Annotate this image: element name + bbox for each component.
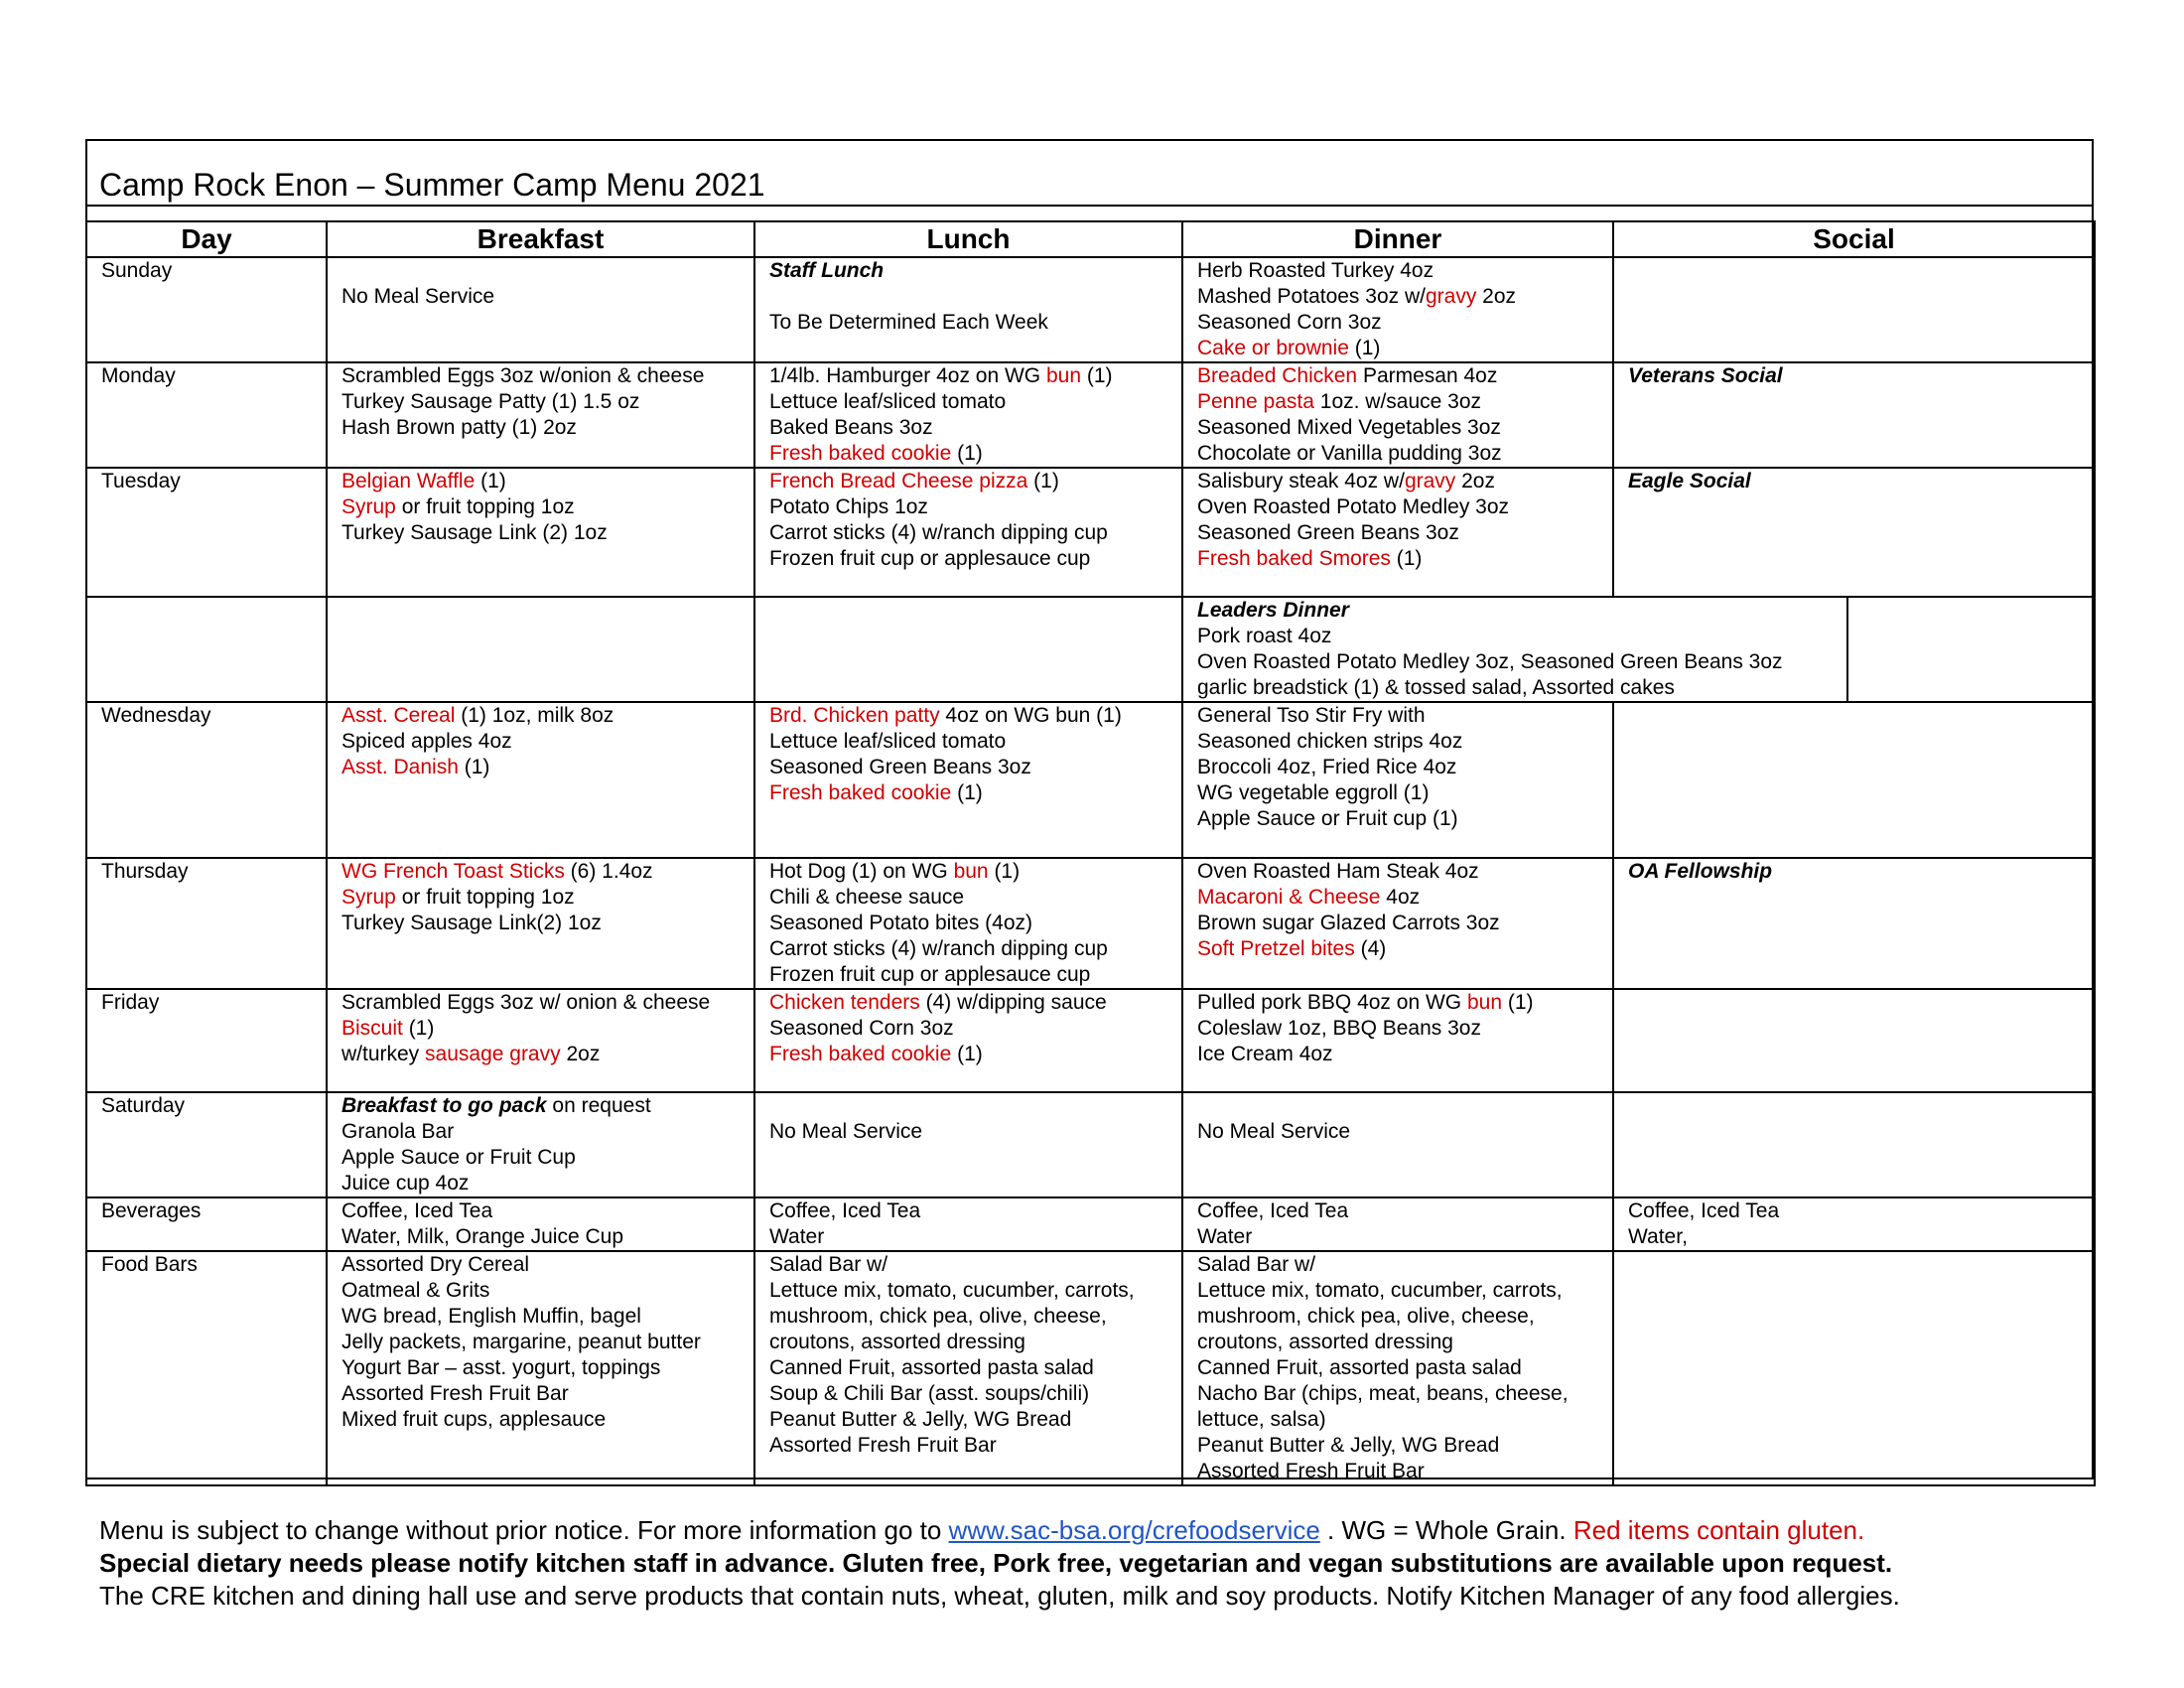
lunch-cell — [754, 989, 1182, 1092]
table-row-friday — [86, 989, 2095, 1092]
food-service-link[interactable]: www.sac-bsa.org/crefoodservice — [948, 1515, 1320, 1545]
menu-line: Coffee, Iced Tea — [1628, 1199, 1780, 1222]
gluten-item: Asst. Cereal — [341, 704, 456, 727]
menu-line: General Tso Stir Fry with — [1197, 704, 1426, 727]
menu-line: Syrup or fruit topping 1oz — [341, 886, 575, 909]
gluten-item: Asst. Danish — [341, 756, 459, 778]
menu-line: Herb Roasted Turkey 4oz — [1197, 259, 1434, 282]
menu-line: mushroom, chick pea, olive, cheese, — [769, 1305, 1107, 1328]
menu-line: Water, — [1628, 1225, 1688, 1248]
dinner-cell — [1182, 468, 1613, 597]
menu-line: Asst. Danish (1) — [341, 756, 490, 778]
gluten-item: gravy — [1404, 470, 1456, 492]
table-row-monday — [86, 362, 2095, 468]
gluten-item: Biscuit — [341, 1017, 403, 1040]
menu-line: Fresh baked cookie (1) — [769, 781, 983, 804]
menu-line: Syrup or fruit topping 1oz — [341, 495, 575, 518]
menu-line: Lettuce leaf/sliced tomato — [769, 390, 1007, 413]
menu-line: Peanut Butter & Jelly, WG Bread — [769, 1408, 1072, 1431]
table-row-food-bars — [86, 1251, 2095, 1485]
day-cell: Food Bars — [86, 1251, 327, 1485]
menu-line: Assorted Fresh Fruit Bar — [341, 1382, 569, 1405]
dinner-cell — [1182, 1092, 1613, 1197]
dinner-cell — [1182, 858, 1613, 989]
title-divider — [85, 205, 2094, 207]
menu-line: To Be Determined Each Week — [769, 311, 1048, 334]
breakfast-cell — [327, 858, 754, 989]
social-cell — [1613, 989, 2095, 1092]
table-row-wednesday — [86, 702, 2095, 858]
menu-line: Oven Roasted Potato Medley 3oz, Seasoned Green Beans 3oz — [1197, 650, 1783, 673]
staff-lunch-title: Staff Lunch — [769, 259, 885, 282]
menu-line: Oven Roasted Potato Medley 3oz — [1197, 495, 1510, 518]
table-row-sunday — [86, 257, 2095, 362]
menu-line: Assorted Dry Cereal — [341, 1253, 530, 1276]
page-title: Camp Rock Enon – Summer Camp Menu 2021 — [99, 167, 765, 203]
breakfast-cell — [327, 257, 754, 362]
social-cell — [1613, 1092, 2095, 1197]
menu-line: WG vegetable eggroll (1) — [1197, 781, 1430, 804]
menu-line: Lettuce mix, tomato, cucumber, carrots, — [1197, 1279, 1563, 1302]
lunch-cell — [754, 257, 1182, 362]
menu-line: No Meal Service — [1197, 1120, 1351, 1143]
header-row — [86, 221, 2095, 257]
dinner-cell — [1182, 702, 1613, 858]
menu-line: Asst. Cereal (1) 1oz, milk 8oz — [341, 704, 614, 727]
social-cell — [1613, 362, 2095, 468]
menu-line: Turkey Sausage Link(2) 1oz — [341, 912, 602, 934]
menu-line: Scrambled Eggs 3oz w/ onion & cheese — [341, 991, 711, 1014]
leaders-dinner-cell — [1182, 597, 2095, 702]
menu-line: Chili & cheese sauce — [769, 886, 965, 909]
menu-line: Hash Brown patty (1) 2oz — [341, 416, 577, 439]
menu-line: Seasoned Mixed Vegetables 3oz — [1197, 416, 1501, 439]
menu-line: Coleslaw 1oz, BBQ Beans 3oz — [1197, 1017, 1481, 1040]
menu-line: Soup & Chili Bar (asst. soups/chili) — [769, 1382, 1090, 1405]
menu-line: Jelly packets, margarine, peanut butter — [341, 1331, 701, 1353]
social-event: Veterans Social — [1628, 364, 1783, 387]
menu-line: Apple Sauce or Fruit Cup — [341, 1146, 576, 1169]
menu-line: Frozen fruit cup or applesauce cup — [769, 547, 1091, 570]
menu-line: Lettuce mix, tomato, cucumber, carrots, — [769, 1279, 1135, 1302]
social-cell — [1613, 468, 2095, 597]
day-cell: Sunday — [86, 257, 327, 362]
dinner-cell — [1182, 1251, 1613, 1485]
footer-line-3: The CRE kitchen and dining hall use and serve products that contain nuts, wheat, gluten, milk and soy products. Notify Kitchen Manager of any food allergies. — [99, 1581, 1900, 1611]
menu-line: Peanut Butter & Jelly, WG Bread — [1197, 1434, 1500, 1457]
menu-line: Seasoned Corn 3oz — [769, 1017, 954, 1040]
menu-line: Spiced apples 4oz — [341, 730, 512, 753]
social-cell — [1613, 1251, 2095, 1485]
menu-line: Breakfast to go pack on request — [341, 1094, 651, 1117]
breakfast-cell — [327, 1251, 754, 1485]
gluten-item: sausage gravy — [425, 1043, 561, 1065]
menu-line: Hot Dog (1) on WG bun (1) — [769, 860, 1021, 883]
menu-line: Coffee, Iced Tea — [341, 1199, 493, 1222]
menu-table — [85, 220, 2096, 1486]
menu-line: WG French Toast Sticks (6) 1.4oz — [341, 860, 653, 883]
menu-line: Frozen fruit cup or applesauce cup — [769, 963, 1091, 986]
menu-line: Baked Beans 3oz — [769, 416, 933, 439]
menu-line: Nacho Bar (chips, meat, beans, cheese, — [1197, 1382, 1569, 1405]
social-event: OA Fellowship — [1628, 860, 1773, 883]
menu-line: 1/4lb. Hamburger 4oz on WG bun (1) — [769, 364, 1113, 387]
table-row-thursday — [86, 858, 2095, 989]
header-breakfast: Breakfast — [327, 221, 754, 257]
menu-line: Salad Bar w/ — [769, 1253, 888, 1276]
menu-line: Belgian Waffle (1) — [341, 470, 506, 492]
menu-line: Brown sugar Glazed Carrots 3oz — [1197, 912, 1500, 934]
breakfast-cell — [327, 362, 754, 468]
menu-line: Canned Fruit, assorted pasta salad — [1197, 1356, 1522, 1379]
gluten-item: Fresh baked cookie — [769, 1043, 952, 1065]
menu-line: Seasoned Green Beans 3oz — [1197, 521, 1459, 544]
gluten-item: French Bread Cheese pizza — [769, 470, 1028, 492]
menu-line: Coffee, Iced Tea — [769, 1199, 921, 1222]
menu-line: croutons, assorted dressing — [769, 1331, 1025, 1353]
menu-line: WG bread, English Muffin, bagel — [341, 1305, 641, 1328]
header-lunch: Lunch — [754, 221, 1182, 257]
header-day: Day — [86, 221, 327, 257]
gluten-item: Fresh baked cookie — [769, 442, 952, 465]
menu-line: Seasoned Potato bites (4oz) — [769, 912, 1033, 934]
gluten-item: Syrup — [341, 886, 396, 909]
menu-line: Macaroni & Cheese 4oz — [1197, 886, 1421, 909]
gluten-item: bun — [1045, 364, 1082, 387]
menu-line: Scrambled Eggs 3oz w/onion & cheese — [341, 364, 705, 387]
lunch-cell — [754, 362, 1182, 468]
menu-line: Juice cup 4oz — [341, 1172, 470, 1195]
social-cell — [1613, 1197, 2095, 1251]
menu-line: Cake or brownie (1) — [1197, 337, 1381, 359]
social-cell — [1613, 257, 2095, 362]
menu-line: Potato Chips 1oz — [769, 495, 928, 518]
lunch-cell — [754, 597, 1182, 702]
menu-line: Fresh baked cookie (1) — [769, 442, 983, 465]
day-cell — [86, 597, 327, 702]
menu-line: Mashed Potatoes 3oz w/gravy 2oz — [1197, 285, 1517, 308]
table-row-leaders-dinner — [86, 597, 2095, 702]
gluten-item: Penne pasta — [1197, 390, 1314, 413]
header-social: Social — [1613, 221, 2095, 257]
menu-line: Oatmeal & Grits — [341, 1279, 490, 1302]
social-cell — [1613, 858, 2095, 989]
menu-line: Carrot sticks (4) w/ranch dipping cup — [769, 937, 1108, 960]
menu-line: No Meal Service — [769, 1120, 923, 1143]
menu-line: No Meal Service — [341, 285, 495, 308]
menu-line: Pork roast 4oz — [1197, 625, 1332, 647]
menu-line: French Bread Cheese pizza (1) — [769, 470, 1059, 492]
menu-line: Biscuit (1) — [341, 1017, 435, 1040]
dinner-cell — [1182, 257, 1613, 362]
gluten-item: Fresh baked Smores — [1197, 547, 1391, 570]
menu-line: Mixed fruit cups, applesauce — [341, 1408, 607, 1431]
breakfast-cell — [327, 989, 754, 1092]
breakfast-cell — [327, 702, 754, 858]
menu-line: mushroom, chick pea, olive, cheese, — [1197, 1305, 1535, 1328]
menu-line: Brd. Chicken patty 4oz on WG bun (1) — [769, 704, 1122, 727]
menu-line: Granola Bar — [341, 1120, 455, 1143]
menu-line: Carrot sticks (4) w/ranch dipping cup — [769, 521, 1108, 544]
lunch-cell — [754, 1251, 1182, 1485]
gluten-item: bun — [1466, 991, 1503, 1014]
gluten-item: bun — [953, 860, 989, 883]
menu-line: Pulled pork BBQ 4oz on WG bun (1) — [1197, 991, 1534, 1014]
day-cell: Beverages — [86, 1197, 327, 1251]
gluten-item: Soft Pretzel bites — [1197, 937, 1355, 960]
footer-notes — [99, 1514, 2164, 1613]
leaders-dinner-title: Leaders Dinner — [1197, 599, 1349, 622]
menu-line: Seasoned Green Beans 3oz — [769, 756, 1031, 778]
breakfast-cell — [327, 468, 754, 597]
menu-line: Fresh baked Smores (1) — [1197, 547, 1423, 570]
header-dinner: Dinner — [1182, 221, 1613, 257]
gluten-item: Fresh baked cookie — [769, 781, 952, 804]
menu-line: Water — [769, 1225, 825, 1248]
gluten-notice: Red items contain gluten. — [1572, 1515, 1865, 1545]
menu-line: croutons, assorted dressing — [1197, 1331, 1453, 1353]
table-row-saturday — [86, 1092, 2095, 1197]
menu-line: Assorted Fresh Fruit Bar — [1197, 1460, 1425, 1482]
day-cell: Monday — [86, 362, 327, 468]
social-cell — [1613, 702, 2095, 858]
gluten-item: WG French Toast Sticks — [341, 860, 565, 883]
menu-line: Turkey Sausage Link (2) 1oz — [341, 521, 608, 544]
gluten-item: Macaroni & Cheese — [1197, 886, 1381, 909]
day-cell: Saturday — [86, 1092, 327, 1197]
menu-line: Chocolate or Vanilla pudding 3oz — [1197, 442, 1502, 465]
menu-line: Ice Cream 4oz — [1197, 1043, 1333, 1065]
menu-line: Yogurt Bar – asst. yogurt, toppings — [341, 1356, 661, 1379]
gluten-item: Brd. Chicken patty — [769, 704, 940, 727]
day-cell: Thursday — [86, 858, 327, 989]
menu-line: Seasoned chicken strips 4oz — [1197, 730, 1463, 753]
day-cell: Friday — [86, 989, 327, 1092]
breakfast-cell — [327, 1092, 754, 1197]
menu-line: Canned Fruit, assorted pasta salad — [769, 1356, 1094, 1379]
menu-line: Apple Sauce or Fruit cup (1) — [1197, 807, 1458, 830]
lunch-cell — [754, 702, 1182, 858]
menu-line: Fresh baked cookie (1) — [769, 1043, 983, 1065]
menu-line: Lettuce leaf/sliced tomato — [769, 730, 1007, 753]
lunch-cell — [754, 468, 1182, 597]
menu-line: Chicken tenders (4) w/dipping sauce — [769, 991, 1107, 1014]
menu-line: Salad Bar w/ — [1197, 1253, 1316, 1276]
lunch-cell — [754, 1197, 1182, 1251]
gluten-item: Breaded Chicken — [1197, 364, 1358, 387]
dinner-cell — [1182, 989, 1613, 1092]
gluten-item: Chicken tenders — [769, 991, 920, 1014]
day-cell: Tuesday — [86, 468, 327, 597]
menu-line: Oven Roasted Ham Steak 4oz — [1197, 860, 1479, 883]
menu-line: Salisbury steak 4oz w/gravy 2oz — [1197, 470, 1495, 492]
menu-line: Penne pasta 1oz. w/sauce 3oz — [1197, 390, 1482, 413]
menu-line: Soft Pretzel bites (4) — [1197, 937, 1387, 960]
gluten-item: Syrup — [341, 495, 396, 518]
table-row-beverages — [86, 1197, 2095, 1251]
lunch-cell — [754, 1092, 1182, 1197]
dinner-cell — [1182, 362, 1613, 468]
breakfast-cell — [327, 597, 754, 702]
day-cell: Wednesday — [86, 702, 327, 858]
menu-line: Turkey Sausage Patty (1) 1.5 oz — [341, 390, 640, 413]
footer-line-1: Menu is subject to change without prior notice. For more information go to www.sac-bsa.org/crefoodservice . WG = Whole Grain. Red items contain gluten. — [99, 1515, 1865, 1545]
menu-line: Breaded Chicken Parmesan 4oz — [1197, 364, 1498, 387]
gluten-item: Belgian Waffle — [341, 470, 476, 492]
menu-line: Water — [1197, 1225, 1253, 1248]
menu-line: w/turkey sausage gravy 2oz — [341, 1043, 601, 1065]
lunch-cell — [754, 858, 1182, 989]
menu-line: Seasoned Corn 3oz — [1197, 311, 1382, 334]
table-row-tuesday — [86, 468, 2095, 597]
gluten-item: Cake or brownie — [1197, 337, 1349, 359]
menu-line: Assorted Fresh Fruit Bar — [769, 1434, 997, 1457]
menu-line: Broccoli 4oz, Fried Rice 4oz — [1197, 756, 1457, 778]
dinner-cell — [1182, 1197, 1613, 1251]
menu-line: lettuce, salsa) — [1197, 1408, 1326, 1431]
menu-line: Water, Milk, Orange Juice Cup — [341, 1225, 623, 1248]
menu-line: Coffee, Iced Tea — [1197, 1199, 1349, 1222]
social-event: Eagle Social — [1628, 470, 1751, 492]
menu-line: garlic breadstick (1) & tossed salad, Assorted cakes — [1197, 676, 1675, 699]
footer-line-2: Special dietary needs please notify kitchen staff in advance. Gluten free, Pork free, vegetarian and vegan substitutions are available upon request. — [99, 1548, 1893, 1578]
gluten-item: gravy — [1425, 285, 1477, 308]
breakfast-cell — [327, 1197, 754, 1251]
